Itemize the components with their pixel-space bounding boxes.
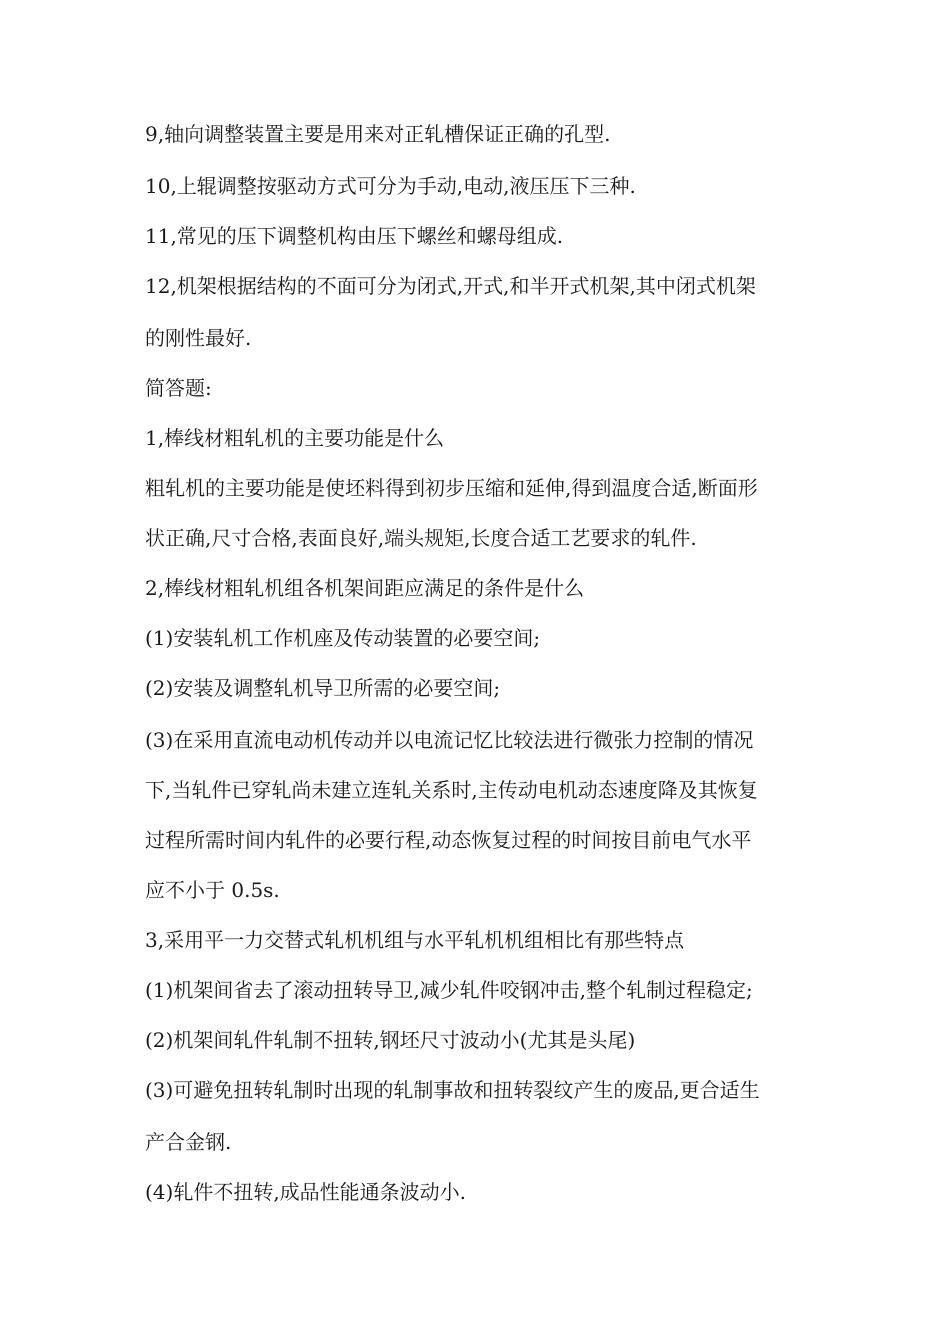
text-line: 11,常见的压下调整机构由压下螺丝和螺母组成.: [145, 224, 564, 248]
question-line: 3,采用平一力交替式轧机机组与水平轧机机组相比有那些特点: [145, 928, 685, 952]
text-line: 的刚性最好.: [145, 326, 252, 350]
question-line: 1,棒线材粗轧机的主要功能是什么: [145, 426, 445, 450]
question-line: 2,棒线材粗轧机组各机架间距应满足的条件是什么: [145, 576, 585, 600]
text-line: (2)机架间轧件轧制不扭转,钢坯尺寸波动小(尤其是头尾): [145, 1028, 636, 1052]
section-heading: 简答题:: [145, 376, 212, 400]
text-line: 10,上辊调整按驱动方式可分为手动,电动,液压压下三种.: [145, 174, 636, 198]
text-line: 12,机架根据结构的不面可分为闭式,开式,和半开式机架,其中闭式机架: [145, 274, 756, 298]
text-line: (3)可避免扭转轧制时出现的轧制事故和扭转裂纹产生的废品,更合适生: [145, 1078, 760, 1102]
text-line: 粗轧机的主要功能是使坯料得到初步压缩和延伸,得到温度合适,断面形: [145, 476, 758, 500]
text-line: (3)在采用直流电动机传动并以电流记忆比较法进行微张力控制的情况: [145, 728, 754, 752]
text-line: (1)机架间省去了滚动扭转导卫,减少轧件咬钢冲击,整个轧制过程稳定;: [145, 978, 753, 1002]
text-line: (2)安装及调整轧机导卫所需的必要空间;: [145, 676, 501, 700]
text-line: 应不小于 0.5s.: [145, 878, 280, 902]
text-line: 9,轴向调整装置主要是用来对正轧槽保证正确的孔型.: [145, 122, 611, 146]
text-line: 状正确,尺寸合格,表面良好,端头规矩,长度合适工艺要求的轧件.: [145, 526, 697, 550]
text-line: (4)轧件不扭转,成品性能通条波动小.: [145, 1180, 467, 1204]
text-line: 下,当轧件已穿轧尚未建立连轧关系时,主传动电机动态速度降及其恢复: [145, 778, 758, 802]
text-line: (1)安装轧机工作机座及传动装置的必要空间;: [145, 626, 541, 650]
text-line: 过程所需时间内轧件的必要行程,动态恢复过程的时间按目前电气水平: [145, 828, 752, 852]
text-line: 产合金钢.: [145, 1130, 232, 1154]
